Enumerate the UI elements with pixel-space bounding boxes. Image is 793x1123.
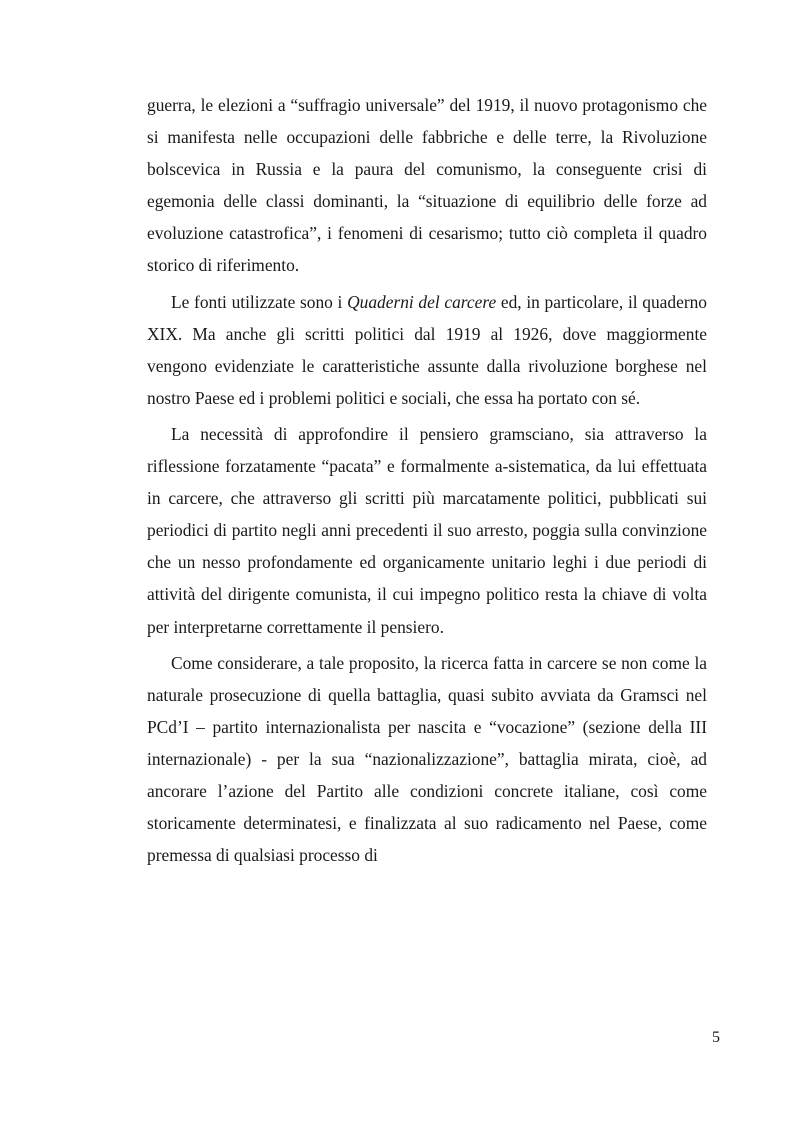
paragraph-2-text-b: ed, in particolare, il quaderno XIX. Ma anche gli scritti politici dal 1919 al 1926, dove maggiormente vengono evidenziate le caratteristiche assunte dalla rivoluzione borghese nel nostro Paese ed i problemi politici e sociali, che essa ha portato con sé. — [147, 291, 707, 408]
paragraph-4-text: Come considerare, a tale proposito, la ricerca fatta in carcere se non come la naturale prosecuzione di quella battaglia, quasi subito avviata da Gramsci nel PCd’I – partito internazionalista per nascita e “vocazione” (sezione della III internazionale) - per la sua “nazionalizzazione”, battaglia mirata, cioè, ad ancorare l’azione del Partito alle condizioni concrete italiane, così come storicamente determinatesi, e finalizzata al suo radicamento nel Paese, come premessa di qualsiasi processo di — [147, 652, 707, 866]
paragraph-1-text: guerra, le elezioni a “suffragio universale” del 1919, il nuovo protagonismo che si manifesta nelle occupazioni delle fabbriche e delle terre, la Rivoluzione bolscevica in Russia e la paura del comunismo, la conseguente crisi di egemonia delle classi dominanti, la “situazione di equilibrio delle forze ad evoluzione catastrofica”, i fenomeni di cesarismo; tutto ciò completa il quadro storico di riferimento. — [147, 95, 707, 276]
paragraph-3-text: La necessità di approfondire il pensiero gramsciano, sia attraverso la riflessione forzatamente “pacata” e formalmente a-sistematica, da lui effettuata in carcere, che attraverso gli scritti più marcatamente politici, pubblicati sui periodici di partito negli anni precedenti il suo arresto, poggia sulla convinzione che un nesso profondamente ed organicamente unitario leghi i due periodi di attività del dirigente comunista, il cui impegno politico resta la chiave di volta per interpretarne correttamente il pensiero. — [147, 423, 707, 637]
paragraph-1 — [147, 89, 707, 282]
paragraph-4 — [147, 647, 707, 872]
book-title-quaderni: Quaderni del carcere — [347, 291, 497, 312]
paragraph-3 — [147, 418, 707, 643]
page-number: 5 — [712, 1029, 720, 1046]
paragraph-2 — [147, 286, 707, 414]
body-text — [147, 89, 707, 875]
paragraph-2-text-a: Le fonti utilizzate sono i — [171, 291, 348, 312]
